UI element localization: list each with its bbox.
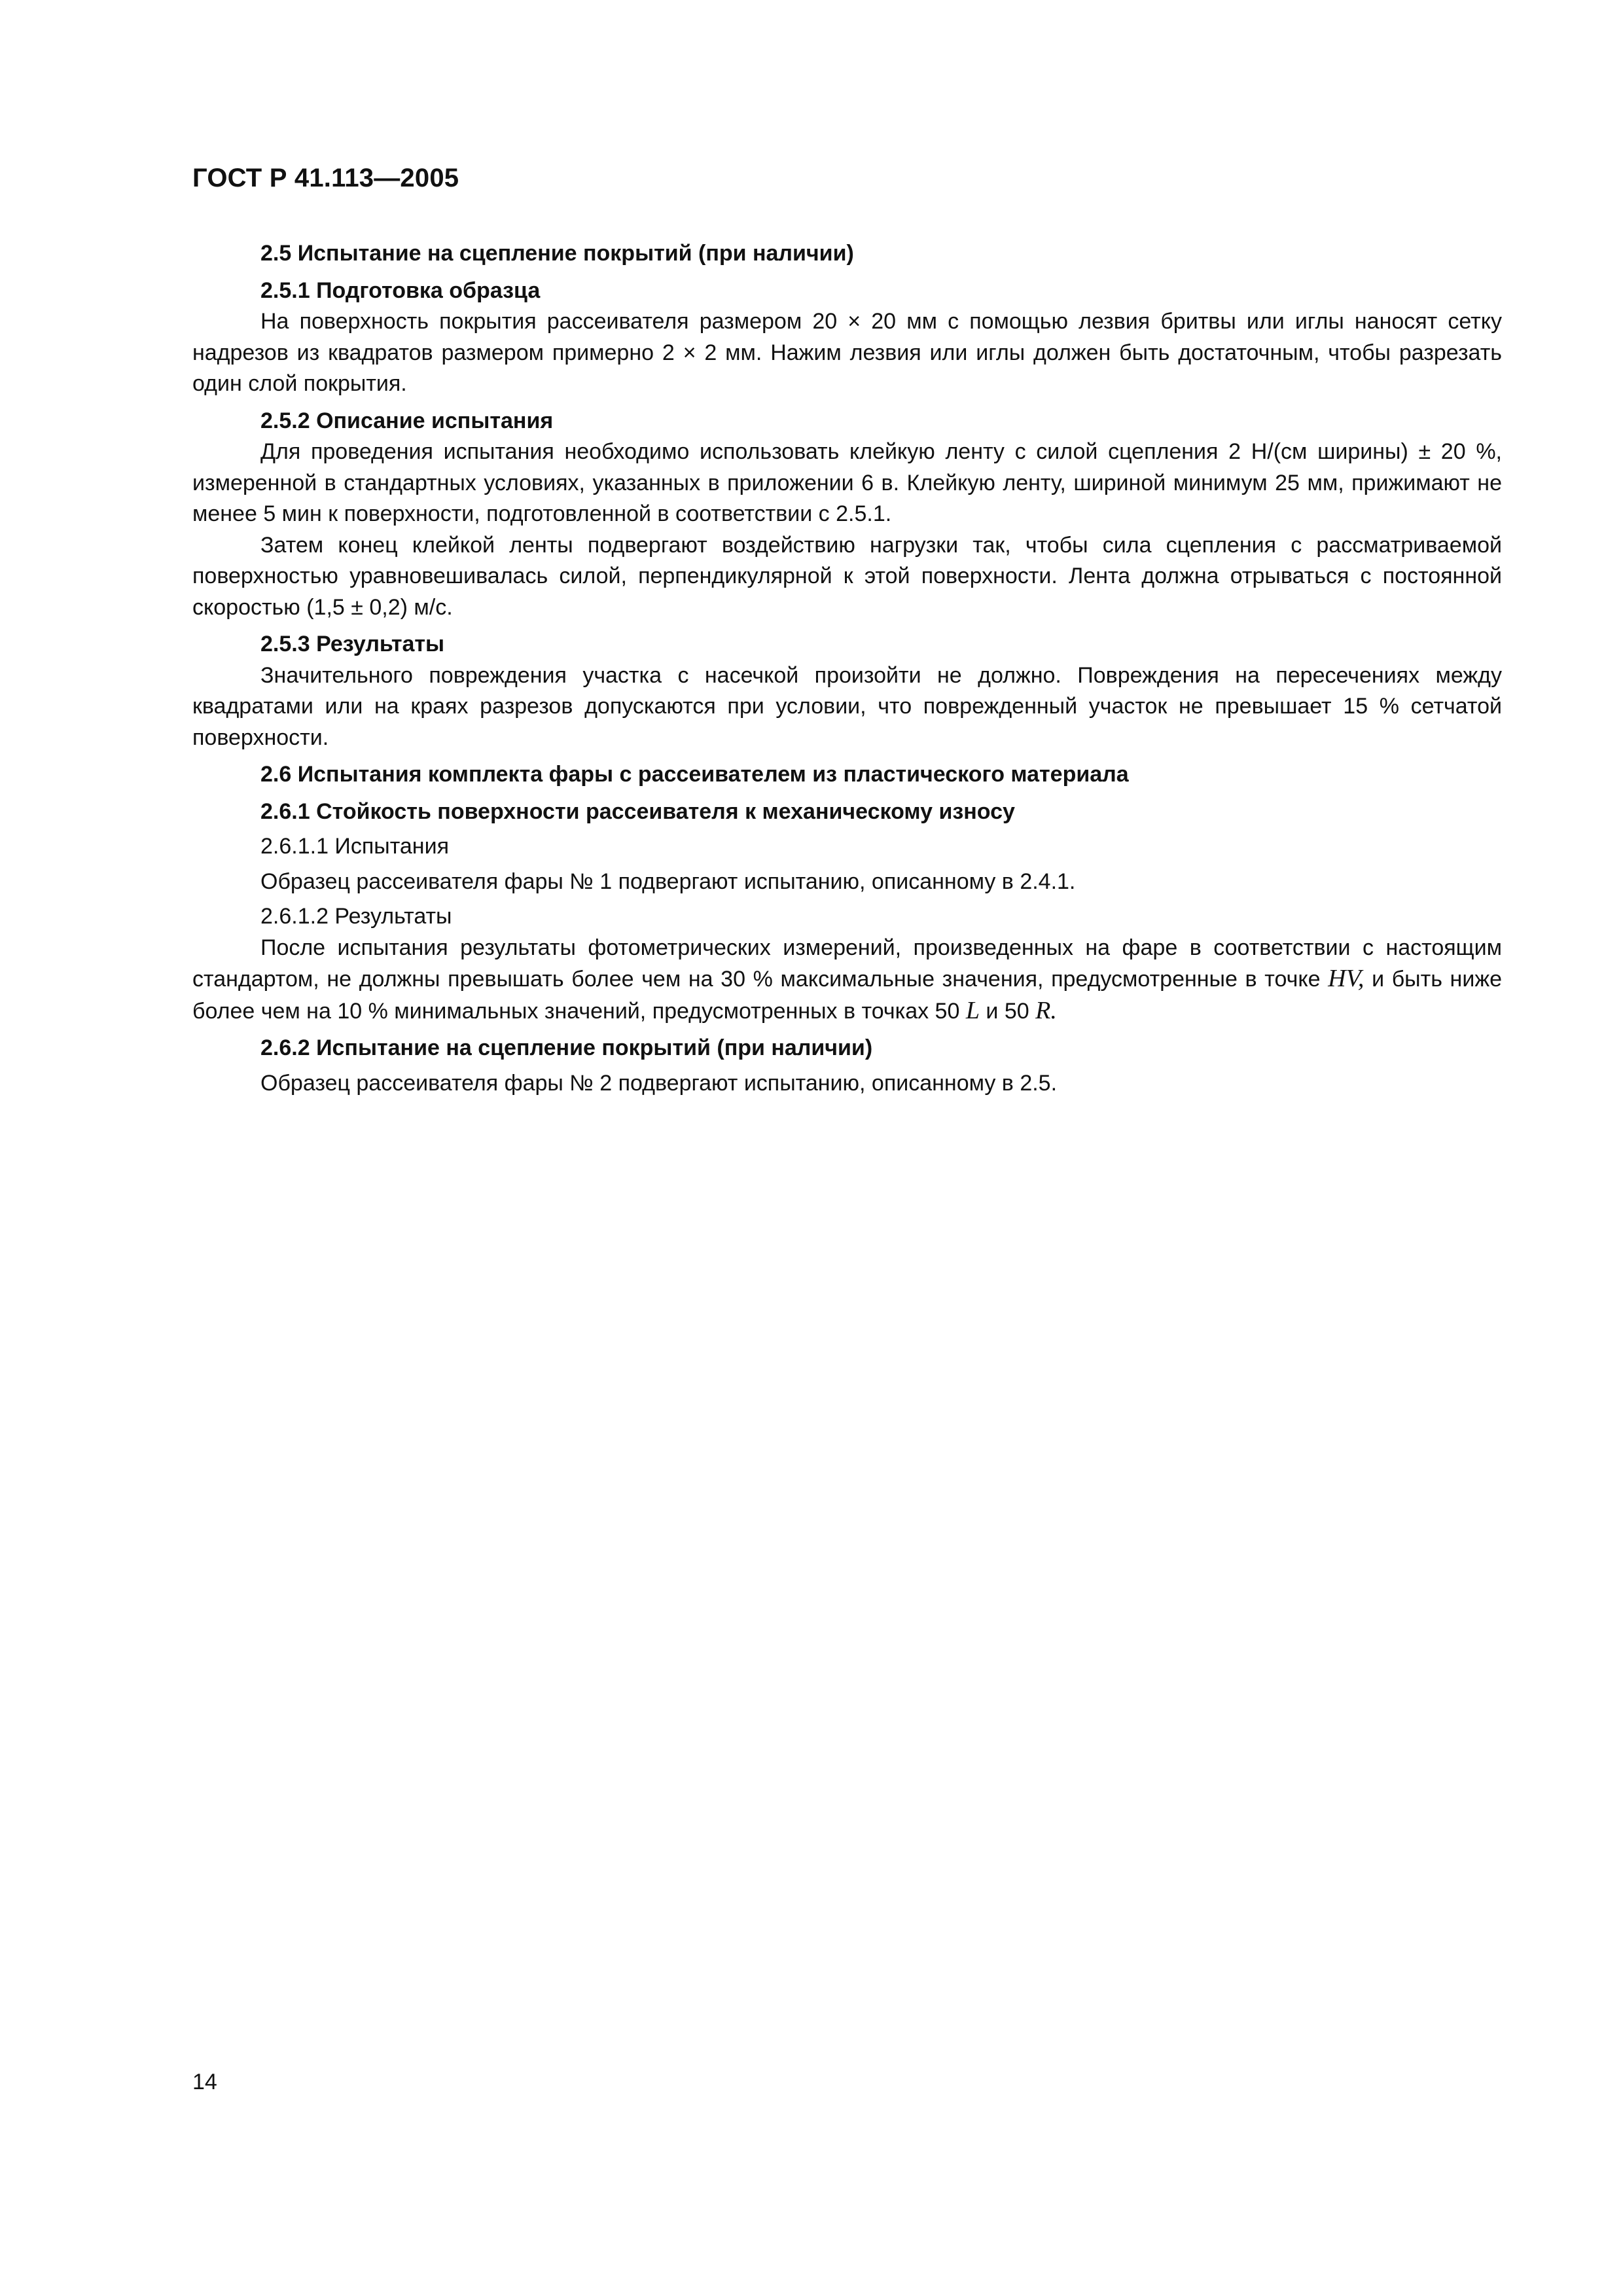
section-2-6-1-1-heading: 2.6.1.1 Испытания [260, 834, 449, 859]
page-number: 14 [192, 2070, 217, 2094]
point-r-label: R. [1035, 996, 1057, 1024]
section-2-6-1-2-text [192, 933, 1502, 1028]
section-2-6-heading: 2.6 Испытания комплекта фары с рассеивателем из пластического материала [260, 762, 1129, 787]
results-text-part-2: и быть ниже более чем на 10 % минимальных значений, предусмотренных в точках 50 [192, 967, 1502, 1024]
document-code: ГОСТ Р 41.113—2005 [192, 164, 459, 192]
section-2-5-heading: 2.5 Испытание на сцепление покрытий (при наличии) [260, 241, 854, 266]
document-body [192, 238, 1502, 1099]
section-2-5-3-text: Значительного повреждения участка с насечкой произойти не должно. Повреждения на пересечениях между квадратами или на краях разрезов допускаются при условии, что поврежденный участок не превышает 15 % сетчатой поверхности. [192, 662, 1502, 750]
section-2-5-1-heading: 2.5.1 Подготовка образца [260, 278, 541, 303]
section-2-6-1-2-heading: 2.6.1.2 Результаты [260, 904, 452, 929]
section-2-5-2-heading: 2.5.2 Описание испытания [260, 408, 554, 433]
section-2-5-2-text-2: Затем конец клейкой ленты подвергают воздействию нагрузки так, чтобы сила сцепления с рассматриваемой поверхностью уравновешивалась силой, перпендикулярной к этой поверхности. Лента должна отрываться с постоянной скоростью (1,5 ± 0,2) м/с. [192, 532, 1502, 620]
point-l-label: L [965, 996, 980, 1024]
results-text-part-1: После испытания результаты фотометрических измерений, произведенных на фаре в соответствии с настоящим стандартом, не должны превышать более чем на 30 % максимальные значения, предусмотренные в точке [192, 935, 1502, 992]
section-2-5-2-text-1: Для проведения испытания необходимо использовать клейкую ленту с силой сцепления 2 Н/(см ширины) ± 20 %, измеренной в стандартных условиях, указанных в приложении 6 в. Клейкую ленту, шириной минимум 25 мм, прижимают не менее 5 мин к поверхности, подготовленной в соответствии с 2.5.1. [192, 439, 1502, 526]
section-2-6-2-heading: 2.6.2 Испытание на сцепление покрытий (при наличии) [260, 1035, 873, 1060]
section-2-6-1-1-text: Образец рассеивателя фары № 1 подвергают испытанию, описанному в 2.4.1. [260, 869, 1076, 894]
section-2-6-1-heading: 2.6.1 Стойкость поверхности рассеивателя к механическому износу [260, 798, 1015, 824]
point-hv-label: HV, [1328, 965, 1364, 992]
section-2-5-3-heading: 2.5.3 Результаты [260, 632, 445, 656]
section-2-6-2-text: Образец рассеивателя фары № 2 подвергают испытанию, описанному в 2.5. [260, 1070, 1058, 1096]
results-text-and: и 50 [986, 998, 1029, 1024]
section-2-5-1-text: На поверхность покрытия рассеивателя размером 20 × 20 мм с помощью лезвия бритвы или иглы наносят сетку надрезов из квадратов размером примерно 2 × 2 мм. Нажим лезвия или иглы должен быть достаточным, чтобы разрезать один слой покрытия. [192, 309, 1502, 396]
